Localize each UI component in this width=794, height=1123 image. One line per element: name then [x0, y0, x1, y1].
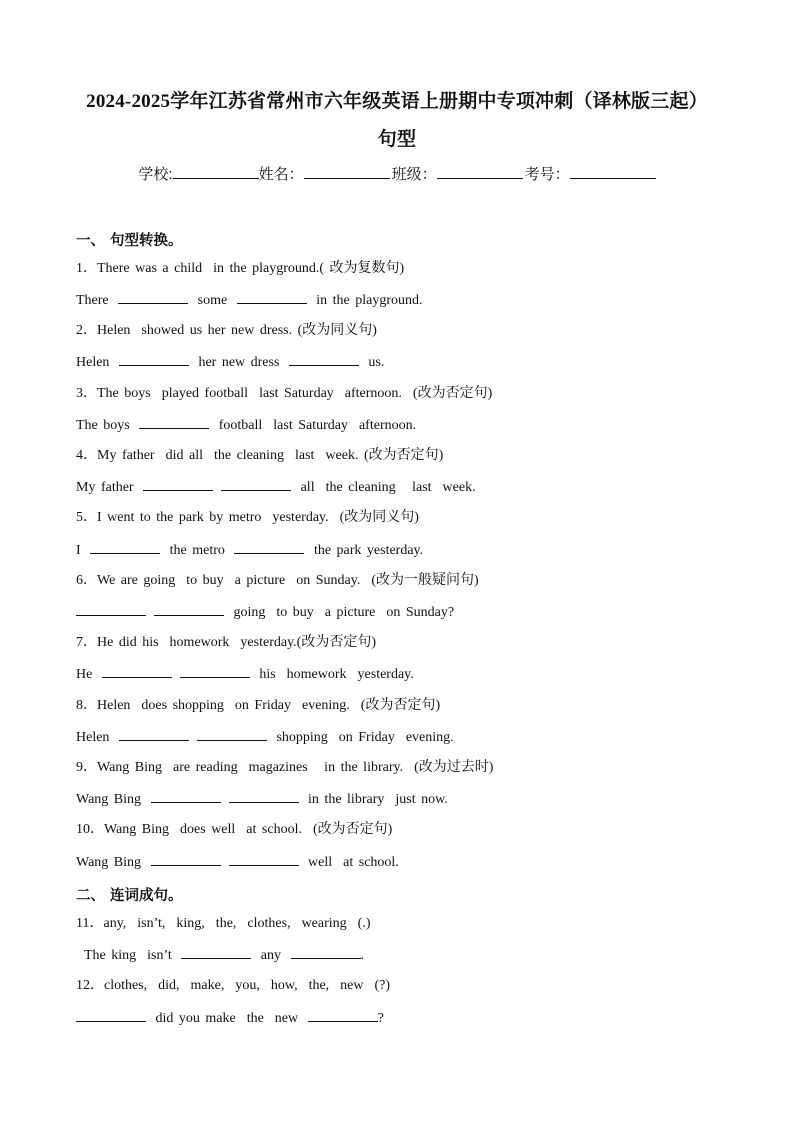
worksheet-subtitle: 句型	[377, 129, 417, 150]
answer-blank[interactable]	[119, 728, 189, 741]
student-info-row	[0, 163, 794, 184]
question-8-answer: Helen shopping on Friday evening.	[76, 730, 454, 745]
answer-blank[interactable]	[151, 790, 221, 803]
question-9-prompt: 9．Wang Bing are reading magazines in the library. (改为过去时)	[76, 760, 494, 775]
answer-blank[interactable]	[143, 478, 213, 491]
answer-blank[interactable]	[197, 728, 267, 741]
question-9-answer: Wang Bing in the library just now.	[76, 792, 448, 807]
answer-blank[interactable]	[90, 541, 160, 554]
question-6-answer: going to buy a picture on Sunday?	[76, 603, 454, 622]
question-2-prompt: 2．Helen showed us her new dress. (改为同义句)	[76, 323, 377, 338]
name-label: 姓名：	[258, 166, 304, 183]
question-1-prompt: 1．There was a child in the playground.( 改为复数句)	[76, 261, 405, 276]
question-4-answer: My father all the cleaning last week.	[76, 480, 476, 495]
question-2-answer: Helen her new dress us.	[76, 355, 385, 370]
question-3-prompt: 3．The boys played football last Saturday afternoon. (改为否定句)	[76, 386, 493, 401]
answer-blank[interactable]	[151, 853, 221, 866]
question-1-answer: There some in the playground.	[76, 293, 423, 308]
question-10-prompt: 10．Wang Bing does well at school. (改为否定句)	[76, 822, 393, 837]
answer-blank[interactable]	[229, 853, 299, 866]
section-heading-1: 一、 句型转换。	[76, 233, 183, 249]
answer-blank[interactable]	[237, 291, 307, 304]
answer-blank[interactable]	[102, 665, 172, 678]
name-blank[interactable]	[304, 164, 390, 179]
exam-number-label: 考号：	[524, 166, 570, 183]
worksheet-title: 2024-2025学年江苏省常州市六年级英语上册期中专项冲刺（译林版三起）	[86, 91, 708, 112]
answer-blank[interactable]	[76, 603, 146, 616]
answer-blank[interactable]	[221, 478, 291, 491]
class-blank[interactable]	[437, 164, 523, 179]
question-5-prompt: 5．I went to the park by metro yesterday. (改为同义句)	[76, 510, 419, 525]
answer-blank[interactable]	[229, 790, 299, 803]
answer-blank[interactable]	[119, 353, 189, 366]
question-7-prompt: 7．He did his homework yesterday.(改为否定句)	[76, 635, 376, 650]
school-blank[interactable]	[173, 164, 259, 179]
section-heading-2: 二、 连词成句。	[76, 888, 183, 904]
question-8-prompt: 8．Helen does shopping on Friday evening. (改为否定句)	[76, 698, 441, 713]
answer-blank[interactable]	[139, 416, 209, 429]
answer-blank[interactable]	[291, 946, 361, 959]
answer-blank[interactable]	[118, 291, 188, 304]
question-3-answer: The boys football last Saturday afternoon.	[76, 418, 417, 433]
answer-blank[interactable]	[308, 1009, 378, 1022]
answer-blank[interactable]	[234, 541, 304, 554]
question-5-answer: I the metro the park yesterday.	[76, 543, 424, 558]
answer-blank[interactable]	[180, 665, 250, 678]
question-12-prompt: 12．clothes, did, make, you, how, the, new (?)	[76, 978, 391, 993]
question-10-answer: Wang Bing well at school.	[76, 855, 399, 870]
answer-blank[interactable]	[289, 353, 359, 366]
school-label: 学校:	[138, 166, 173, 183]
answer-blank[interactable]	[181, 946, 251, 959]
question-11-answer: The king isn’t any .	[84, 948, 365, 963]
class-label: 班级：	[391, 166, 437, 183]
exam-number-blank[interactable]	[570, 164, 656, 179]
question-12-answer: did you make the new ?	[76, 1009, 384, 1028]
answer-blank[interactable]	[76, 1009, 146, 1022]
answer-blank[interactable]	[154, 603, 224, 616]
question-6-prompt: 6．We are going to buy a picture on Sunday. (改为一般疑问句)	[76, 573, 479, 588]
question-7-answer: He his homework yesterday.	[76, 667, 414, 682]
question-11-prompt: 11．any, isn’t, king, the, clothes, wearing (.)	[76, 916, 371, 931]
question-4-prompt: 4．My father did all the cleaning last week. (改为否定句)	[76, 448, 444, 463]
